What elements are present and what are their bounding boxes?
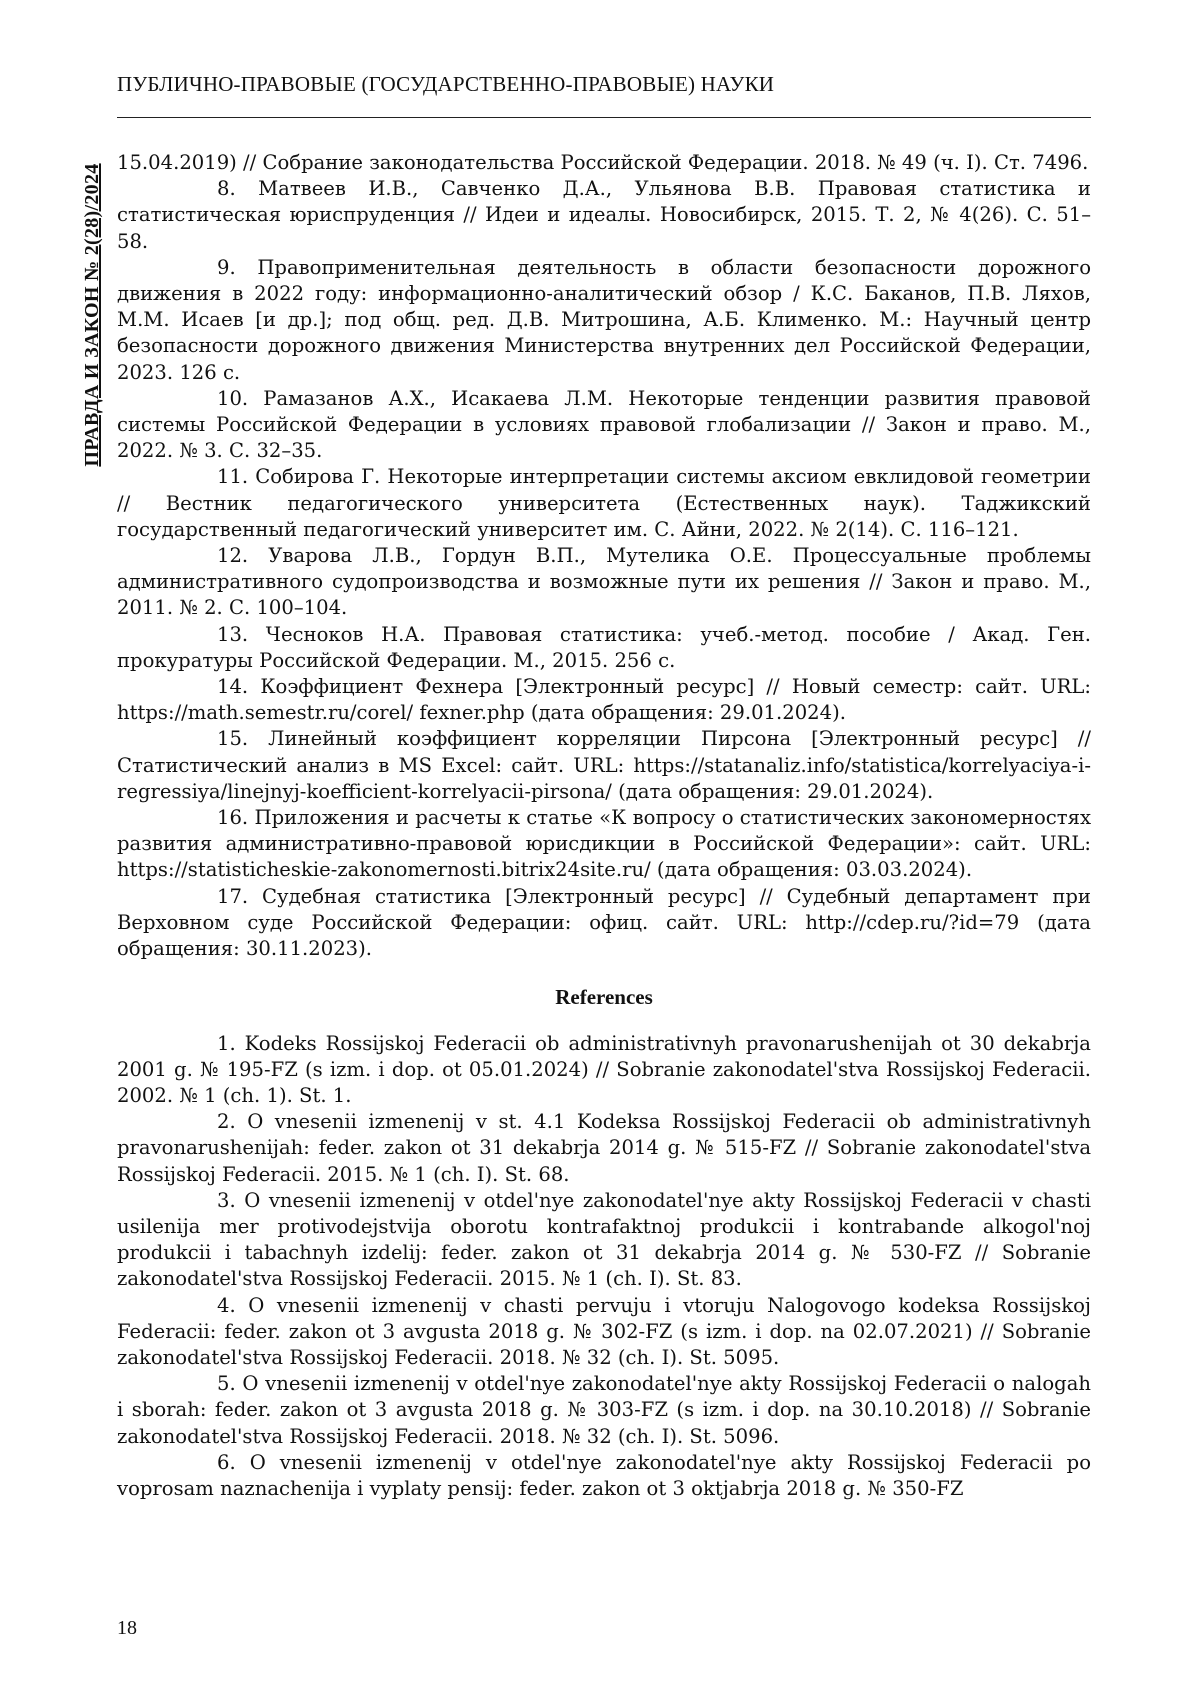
reference-item: 13. Чесноков Н.А. Правовая статистика: учеб.-метод. пособие / Акад. Ген. прокуратуры Российской Федерации. М., 2015. 256 с. [117,622,1091,674]
reference-item: 15. Линейный коэффициент корреляции Пирсона [Электронный ресурс] // Статистический анализ в MS Excel: сайт. URL: https://statanaliz.info/statistica/korrelyaciya-i-regressiya/linejnyj-koefficient-korrelyacii-pirsona/ (дата обращения: 29.01.2024). [117,726,1091,805]
translit-reference-item: 3. O vnesenii izmenenij v otdel'nye zakonodatel'nye akty Rossijskoj Federacii v chasti usilenija mer protivodejstvija oborotu kontrafaktnoj produkcii i kontrabande alkogol'noj produkcii i tabachnyh izdelij: feder. zakon ot 31 dekabrja 2014 g. № 530-FZ // Sobranie zakonodatel'stva Rossijskoj Federacii. 2015. № 1 (ch. I). St. 83. [117,1188,1091,1293]
reference-item: 12. Уварова Л.В., Гордун В.П., Мутелика О.Е. Процессуальные проблемы административного судопроизводства и возможные пути их решения // Закон и право. М., 2011. № 2. С. 100–104. [117,543,1091,622]
reference-item: 8. Матвеев И.В., Савченко Д.А., Ульянова В.В. Правовая статистика и статистическая юриспруденция // Идеи и идеалы. Новосибирск, 2015. Т. 2, № 4(26). С. 51–58. [117,176,1091,255]
running-header: ПУБЛИЧНО-ПРАВОВЫЕ (ГОСУДАРСТВЕННО-ПРАВОВЫЕ) НАУКИ [117,72,1091,97]
translit-reference-item: 1. Kodeks Rossijskoj Federacii ob administrativnyh pravonarushenijah ot 30 dekabrja 2001 g. № 195-FZ (s izm. i dop. ot 05.01.2024) // Sobranie zakonodatel'stva Rossijskoj Federacii. 2002. № 1 (ch. 1). St. 1. [117,1031,1091,1110]
page-content [117,150,1091,1502]
reference-item: 10. Рамазанов А.Х., Исакаева Л.М. Некоторые тенденции развития правовой системы Российской Федерации в условиях правовой глобализации // Закон и право. М., 2022. № 3. С. 32–35. [117,386,1091,465]
translit-reference-item: 4. O vnesenii izmenenij v chasti pervuju i vtoruju Nalogovogo kodeksa Rossijskoj Federacii: feder. zakon ot 3 avgusta 2018 g. № 302-FZ (s izm. i dop. na 02.07.2021) // Sobranie zakonodatel'stva Rossijskoj Federacii. 2018. № 32 (ch. I). St. 5095. [117,1293,1091,1372]
reference-continuation: 15.04.2019) // Собрание законодательства Российской Федерации. 2018. № 49 (ч. I). Ст. 7496. [117,150,1091,176]
reference-item: 9. Правоприменительная деятельность в области безопасности дорожного движения в 2022 году: информационно-аналитический обзор / К.С. Баканов, П.В. Ляхов, М.М. Исаев [и др.]; под общ. ред. Д.В. Митрошина, А.Б. Клименко. М.: Научный центр безопасности дорожного движения Министерства внутренних дел Российской Федерации, 2023. 126 с. [117,255,1091,386]
references-heading: References [117,984,1091,1010]
reference-item: 17. Судебная статистика [Электронный ресурс] // Судебный департамент при Верховном суде Российской Федерации: офиц. сайт. URL: http://cdep.ru/?id=79 (дата обращения: 30.11.2023). [117,884,1091,963]
translit-reference-item: 6. O vnesenii izmenenij v otdel'nye zakonodatel'nye akty Rossijskoj Federacii po voprosam naznachenija i vyplaty pensij: feder. zakon ot 3 oktjabrja 2018 g. № 350-FZ [117,1450,1091,1502]
translit-reference-item: 5. O vnesenii izmenenij v otdel'nye zakonodatel'nye akty Rossijskoj Federacii o nalogah i sborah: feder. zakon ot 3 avgusta 2018 g. № 303-FZ (s izm. i dop. na 30.10.2018) // Sobranie zakonodatel'stva Rossijskoj Federacii. 2018. № 32 (ch. I). St. 5096. [117,1371,1091,1450]
page-number: 18 [117,1617,137,1640]
reference-item: 16. Приложения и расчеты к статье «К вопросу о статистических закономерностях развития административно-правовой юрисдикции в Российской Федерации»: сайт. URL: https://statisticheskie-zakonomernosti.bitrix24site.ru/ (дата обращения: 03.03.2024). [117,805,1091,884]
header-rule [117,117,1091,118]
journal-side-label: ПРАВДА И ЗАКОН № 2(28)/2024 [81,105,111,525]
reference-item: 11. Собирова Г. Некоторые интерпретации системы аксиом евклидовой геометрии // Вестник педагогического университета (Естественных наук). Таджикский государственный педагогический университет им. С. Айни, 2022. № 2(14). С. 116–121. [117,464,1091,543]
reference-item: 14. Коэффициент Фехнера [Электронный ресурс] // Новый семестр: сайт. URL: https://math.semestr.ru/corel/ fexner.php (дата обращения: 29.01.2024). [117,674,1091,726]
translit-reference-item: 2. O vnesenii izmenenij v st. 4.1 Kodeksa Rossijskoj Federacii ob administrativnyh pravonarushenijah: feder. zakon ot 31 dekabrja 2014 g. № 515-FZ // Sobranie zakonodatel'stva Rossijskoj Federacii. 2015. № 1 (ch. I). St. 68. [117,1109,1091,1188]
